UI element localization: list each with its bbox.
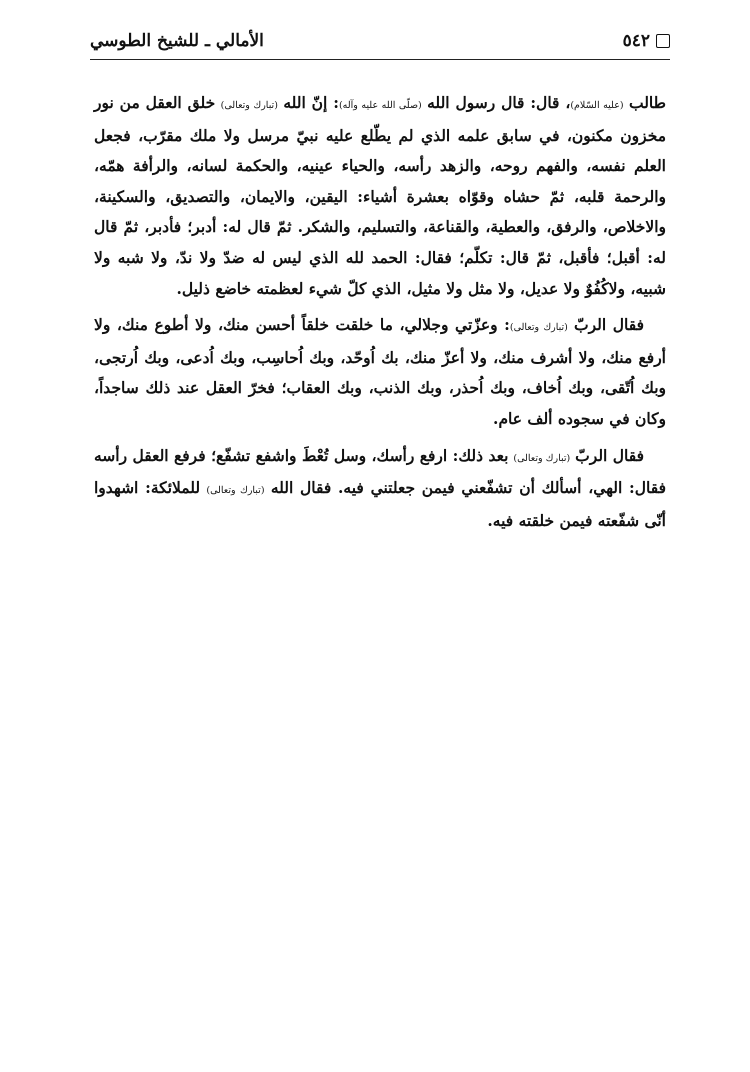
paragraph-3: [94, 441, 666, 537]
text-run: للملائكة: اشهدوا أنّى شفّعته فيمن خلقته فيه.: [94, 478, 666, 530]
paragraph-1: [94, 88, 666, 304]
text-run: خلق العقل من نور مخزون مكنون، في سابق علمه الذي لم يطّلع عليه نبيّ مرسل ولا ملك مقرّب، فجعل العلم نفسه، والفهم روحه، والزهد رأسه، والحياء عينيه، والحكمة لسانه، والرأفة همّه، والرحمة قلبه، ثمّ حشاه وقوّاه بعشرة أشياء: اليقين، والايمان، والتصديق، والسكينة، والاخلاص، والرفق، والعطية، والقناعة، والتسليم، والشكر. ثمّ قال له: أدبر؛ فأدبر، ثمّ قال له: أقبل؛ فأقبل، ثمّ قال: تكلّم؛ فقال: الحمد لله الذي ليس له ضدّ ولا ندّ، ولا شبه ولا شبيه، ولاكُفُوٌ ولا عديل، ولا مثل ولا مثيل، الذي كلّ شيء لعظمته خاضع ذليل.: [94, 93, 666, 298]
running-title: الأمالي ـ للشيخ الطوسي: [90, 31, 264, 51]
body-text: [94, 88, 666, 542]
honorific: (تبارك وتعالى): [206, 485, 265, 497]
text-run: : وعزّتي وجلالي، ما خلقت خلقاً أحسن منك، ولا أطوع منك، ولا أرفع منك، ولا أشرف منك، ولا أعزّ منك، بك اُوحّد، وبك اُحاسِب، وبك اُدعى، وبك اُرتجى، وبك اُتّقى، وبك اُخاف، وبك اُحذر، وبك الذنب، وبك العقاب؛ فخرّ العقل عند ذلك ساجداً، وكان في سجوده ألف عام.: [94, 315, 666, 428]
text-run: ، قال: قال رسول الله: [427, 93, 571, 112]
square-bullet-icon: [656, 34, 670, 48]
page-header: [90, 24, 670, 58]
honorific: (تبارك وتعالى): [513, 452, 571, 464]
header-divider: [90, 59, 670, 60]
text-run: فقال الربّ: [575, 445, 645, 465]
honorific: (صلّى الله عليه وآله): [338, 100, 422, 111]
paragraph-2: [94, 310, 666, 434]
text-run: فقال الربّ: [573, 315, 644, 335]
text-run: طالب: [628, 93, 666, 112]
page-number-group: [623, 31, 670, 51]
honorific: (تبارك وتعالى): [220, 100, 278, 111]
honorific: (عليه السّلام): [570, 100, 624, 111]
text-run: بعد ذلك: ارفع رأسك، وسل تُعْطَ واشفع تشفّع؛ فرفع العقل رأسه فقال: الهي، أسألك أن تشفّعني فيمن جعلتني فيه. فقال الله: [94, 445, 667, 498]
page-number: ٥٤٢: [622, 31, 650, 51]
honorific: (تبارك وتعالى): [509, 322, 568, 334]
text-run: : إنّ الله: [283, 93, 339, 112]
